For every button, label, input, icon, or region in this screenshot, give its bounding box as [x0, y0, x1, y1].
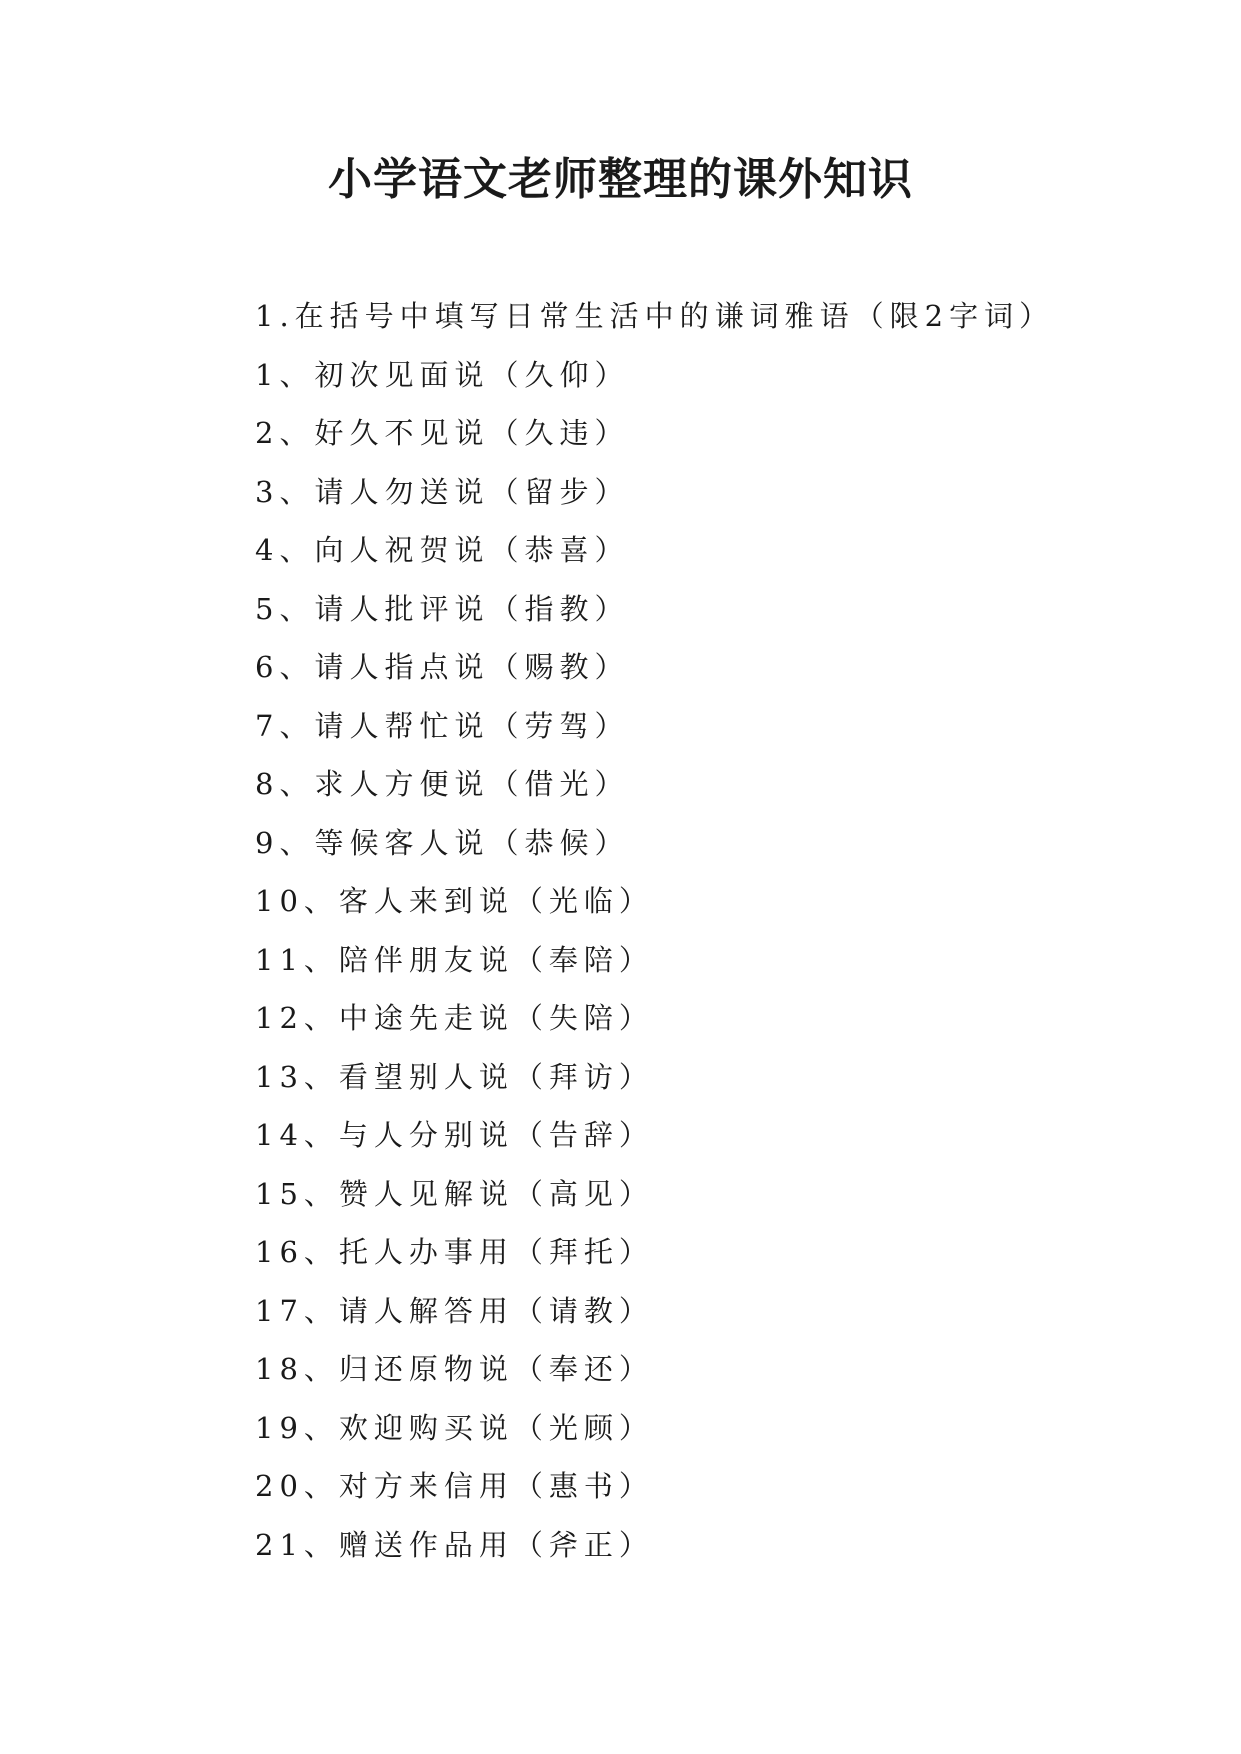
list-item: 9、等候客人说（恭候） [255, 825, 630, 860]
list-item: 18、归还原物说（奉还） [255, 1352, 654, 1386]
section-heading: 1.在括号中填写日常生活中的谦词雅语（限2字词） [255, 299, 1055, 333]
list-item: 20、对方来信用（惠书） [255, 1469, 654, 1503]
list-item: 5、请人批评说（指教） [255, 591, 630, 626]
list-item: 7、请人帮忙说（劳驾） [255, 708, 630, 743]
list-item: 14、与人分别说（告辞） [255, 1118, 654, 1152]
phrase-list [255, 346, 1155, 1575]
list-item: 6、请人指点说（赐教） [255, 650, 630, 684]
list-item: 12、中途先走说（失陪） [255, 1001, 654, 1035]
list-item: 4、向人祝贺说（恭喜） [255, 533, 630, 567]
list-item: 21、赠送作品用（斧正） [255, 1527, 654, 1562]
list-item: 16、托人办事用（拜托） [255, 1235, 654, 1269]
list-item: 15、赞人见解说（高见） [255, 1176, 654, 1211]
document-title: 小学语文老师整理的课外知识 [328, 154, 913, 205]
list-item: 11、陪伴朋友说（奉陪） [255, 942, 654, 977]
document-body [255, 287, 1155, 1574]
list-item: 2、好久不见说（久违） [255, 416, 630, 450]
list-item: 19、欢迎购买说（光顾） [255, 1410, 654, 1445]
list-item: 17、请人解答用（请教） [255, 1293, 654, 1328]
list-item: 13、看望别人说（拜访） [255, 1059, 654, 1094]
list-item: 10、客人来到说（光临） [255, 884, 654, 918]
list-item: 8、求人方便说（借光） [255, 767, 630, 801]
list-item: 3、请人勿送说（留步） [255, 474, 630, 509]
list-item: 1、初次见面说（久仰） [255, 357, 630, 392]
